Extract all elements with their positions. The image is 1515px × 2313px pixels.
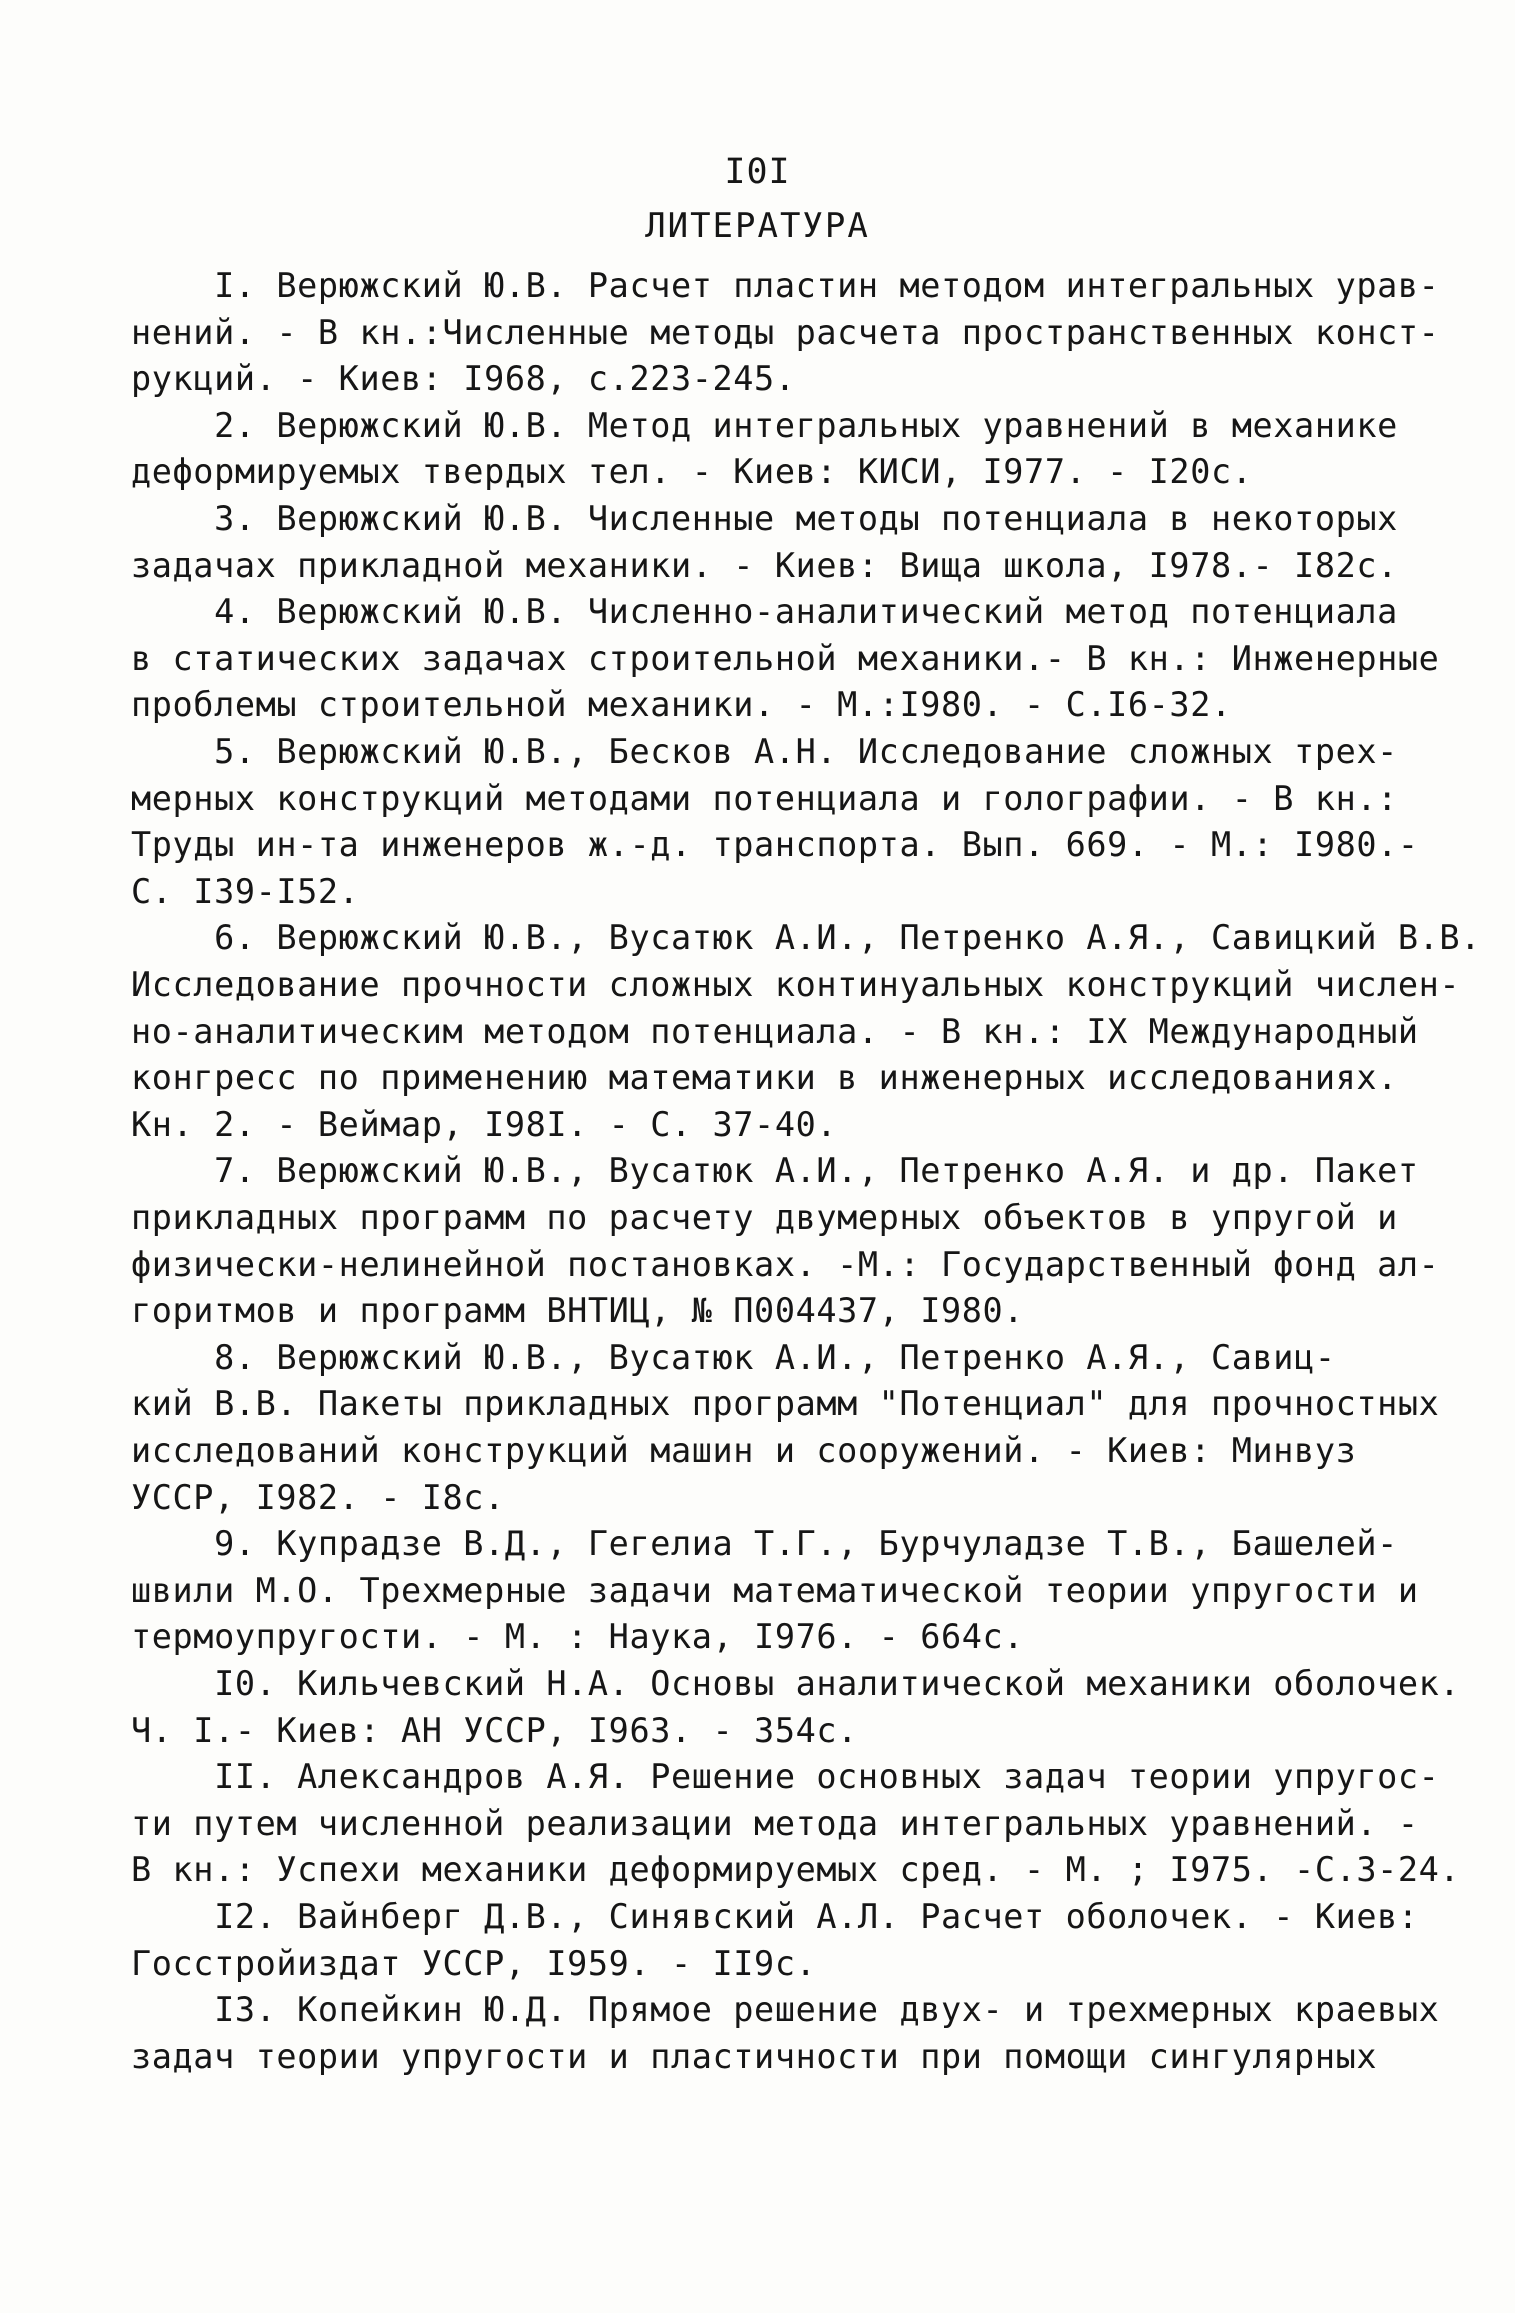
reference-line: 8. Верюжский Ю.В., Вусатюк А.И., Петренко А.Я., Савиц- bbox=[131, 1337, 1336, 1377]
reference-line: прикладных программ по расчету двумерных объектов в упругой и bbox=[131, 1198, 1398, 1237]
reference-line: Кн. 2. - Веймар, I98I. - С. 37-40. bbox=[131, 1104, 838, 1144]
reference-line: 3. Верюжский Ю.В. Численные методы потенциала в некоторых bbox=[131, 499, 1398, 538]
reference-line: 5. Верюжский Ю.В., Бесков А.Н. Исследование сложных трех- bbox=[131, 732, 1398, 771]
reference-line: Ч. I.- Киев: АН УССР, I963. - 354с. bbox=[131, 1710, 858, 1750]
reference-line: С. I39-I52. bbox=[131, 871, 360, 911]
reference-line: 9. Купрадзе В.Д., Гегелиа Т.Г., Бурчуладзе Т.В., Башелей- bbox=[131, 1524, 1398, 1564]
reference-line: I. Верюжский Ю.В. Расчет пластин методом интегральных урав- bbox=[131, 266, 1440, 305]
reference-line: 2. Верюжский Ю.В. Метод интегральных уравнений в механике bbox=[131, 405, 1398, 445]
reference-line: кий В.В. Пакеты прикладных программ "Потенциал" для прочностных bbox=[131, 1384, 1440, 1424]
reference-line: 7. Верюжский Ю.В., Вусатюк А.И., Петренко А.Я. и др. Пакет bbox=[131, 1151, 1419, 1191]
reference-line: в статических задачах строительной механики.- В кн.: Инженерные bbox=[131, 638, 1440, 678]
reference-line: но-аналитическим методом потенциала. - В кн.: IX Международный bbox=[131, 1011, 1419, 1051]
reference-line: задач теории упругости и пластичности при помощи сингулярных bbox=[131, 2036, 1378, 2076]
reference-line: 4. Верюжский Ю.В. Численно-аналитический метод потенциала bbox=[131, 592, 1398, 632]
reference-line: нений. - В кн.:Численные методы расчета пространственных конст- bbox=[131, 312, 1440, 352]
reference-line: швили М.О. Трехмерные задачи математической теории упругости и bbox=[131, 1570, 1419, 1610]
reference-line: исследований конструкций машин и сооружений. - Киев: Минвуз bbox=[131, 1431, 1357, 1470]
reference-line: конгресс по применению математики в инженерных исследованиях. bbox=[131, 1058, 1398, 1098]
reference-line: ти путем численной реализации метода интегральных уравнений. - bbox=[131, 1803, 1419, 1843]
page-number: I0I bbox=[724, 152, 791, 192]
reference-line: мерных конструкций методами потенциала и голографии. - В кн.: bbox=[131, 778, 1398, 818]
reference-line: Госстройиздат УССР, I959. - II9с. bbox=[131, 1943, 817, 1983]
reference-line: В кн.: Успехи механики деформируемых сред. - М. ; I975. -С.3-24. bbox=[131, 1850, 1461, 1890]
reference-line: УССР, I982. - I8с. bbox=[131, 1477, 505, 1517]
reference-line: деформируемых твердых тел. - Киев: КИСИ, I977. - I20с. bbox=[131, 452, 1253, 492]
references-heading: ЛИТЕРАТУРА bbox=[645, 206, 870, 246]
reference-line: задачах прикладной механики. - Киев: Вища школа, I978.- I82с. bbox=[131, 545, 1398, 585]
reference-line: Труды ин-та инженеров ж.-д. транспорта. Вып. 669. - М.: I980.- bbox=[131, 825, 1419, 865]
reference-line: Исследование прочности сложных континуальных конструкций числен- bbox=[131, 965, 1461, 1004]
reference-line: II. Александров А.Я. Решение основных задач теории упругос- bbox=[131, 1757, 1440, 1797]
reference-line: I2. Вайнберг Д.В., Синявский А.Л. Расчет оболочек. - Киев: bbox=[131, 1897, 1419, 1936]
reference-line: термоупругости. - М. : Наука, I976. - 664с. bbox=[131, 1617, 1025, 1657]
reference-line: рукций. - Киев: I968, с.223-245. bbox=[131, 359, 796, 399]
reference-line: I3. Копейкин Ю.Д. Прямое решение двух- и трехмерных краевых bbox=[131, 1990, 1440, 2030]
reference-line: физически-нелинейной постановках. -М.: Государственный фонд ал- bbox=[131, 1244, 1440, 1284]
reference-line: 6. Верюжский Ю.В., Вусатюк А.И., Петренко А.Я., Савицкий В.В. bbox=[131, 918, 1481, 958]
reference-line: горитмов и программ ВНТИЦ, № П004437, I980. bbox=[131, 1291, 1025, 1331]
reference-line: проблемы строительной механики. - М.:I980. - С.I6-32. bbox=[131, 685, 1232, 725]
reference-line: I0. Кильчевский Н.А. Основы аналитической механики оболочек. bbox=[131, 1664, 1461, 1703]
